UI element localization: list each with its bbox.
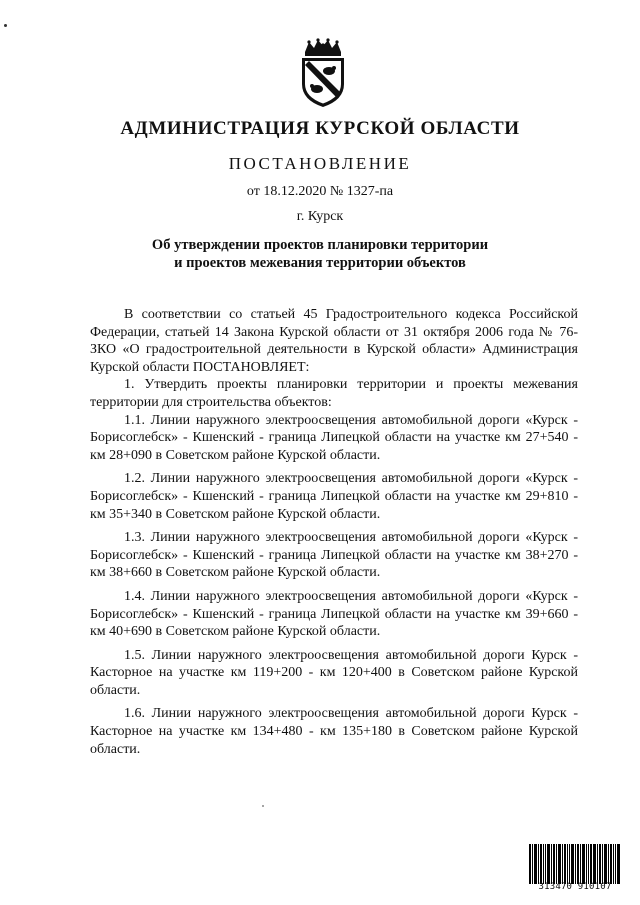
subitem-paragraph: 1.6. Линии наружного электроосвещения автомобильной дороги Курск - Касторное на участке км 134+480 - км 135+180 в Советском районе Курской области.	[90, 706, 578, 757]
subitem-paragraph: 1.3. Линии наружного электроосвещения автомобильной дороги «Курск - Борисоглебск» - Кшенский - граница Липецкой области на участке км 38+270 - км 38+660 в Советском районе Курской области.	[90, 530, 578, 581]
document-date-number: от 18.12.2020 № 1327-па	[246, 184, 394, 199]
scan-artifact	[4, 24, 7, 27]
subitem-paragraph: 1.2. Линии наружного электроосвещения автомобильной дороги «Курск - Борисоглебск» - Кшенский - граница Липецкой области на участке км 29+810 - км 35+340 в Советском районе Курской области.	[90, 471, 578, 522]
document-title-line: Об утверждении проектов планировки территории	[151, 237, 489, 253]
item-paragraph: 1. Утвердить проекты планировки территории и проекты межевания территории для строительства объектов:	[90, 377, 578, 410]
document-title-line: и проектов межевания территории объектов	[174, 255, 466, 271]
scan-artifact	[262, 805, 264, 807]
subitem-paragraph: 1.5. Линии наружного электроосвещения автомобильной дороги Курск - Касторное на участке км 119+200 - км 120+400 в Советском районе Курской области.	[90, 647, 578, 698]
kursk-coat-of-arms-icon	[296, 38, 350, 108]
document-city: г. Курск	[296, 209, 344, 224]
barcode-icon	[529, 844, 621, 884]
subitem-paragraph: 1.1. Линии наружного электроосвещения автомобильной дороги «Курск - Борисоглебск» - Кшенский - граница Липецкой области на участке км 27+540 - км 28+090 в Советском районе Курской области.	[90, 412, 578, 463]
document-type: ПОСТАНОВЛЕНИЕ	[228, 154, 412, 173]
preamble-paragraph: В соответствии со статьей 45 Градостроительного кодекса Российской Федерации, статьей 14 Закона Курской области от 31 октября 2006 года № 76-ЗКО «О градостроительной деятельности в Курской области» Администрация Курской области ПОСТАНОВЛЯЕТ:	[90, 307, 578, 375]
document-body	[90, 306, 578, 758]
document-title	[0, 236, 640, 272]
subitem-paragraph: 1.4. Линии наружного электроосвещения автомобильной дороги «Курск - Борисоглебск» - Кшенский - граница Липецкой области на участке км 39+660 - км 40+690 в Советском районе Курской области.	[90, 588, 578, 640]
agency-name: АДМИНИСТРАЦИЯ КУРСКОЙ ОБЛАСТИ	[120, 118, 520, 139]
barcode-number: 313470 910107	[538, 882, 612, 892]
